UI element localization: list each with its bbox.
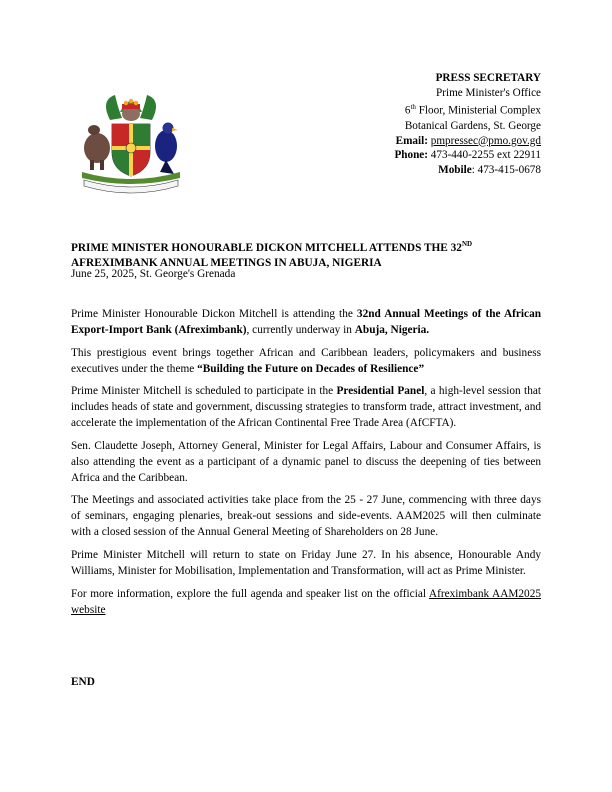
phone-number: 473-440-2255 ext 22911 [430, 149, 541, 162]
dateline: June 25, 2025, St. George's Grenada [71, 268, 236, 280]
p1-text-a: Prime Minister Honourable Dickon Mitchell is attending the [71, 308, 357, 320]
office-floor [394, 100, 541, 118]
press-secretary-title: PRESS SECRETARY [435, 72, 541, 84]
press-release-headline [71, 237, 551, 271]
p1-text-c: , currently underway in [246, 324, 355, 336]
p7-text-a: For more information, explore the full agenda and speaker list on the official [71, 587, 429, 600]
press-secretary-contact-block [394, 71, 541, 178]
end-marker: END [71, 676, 95, 688]
p3-text-c: , a high-level session that includes heads of state and government, discussing strategies to transform trade, attract investment, and accelerate the implementation of the African Continental Free Trade Area (AfCFTA). [71, 385, 541, 430]
mobile-label: Mobile [438, 163, 472, 176]
p1-bold-event: 32nd Annual Meetings of the African Export-Import Bank (Afreximbank) [71, 308, 541, 336]
email-link[interactable]: pmpressec@pmo.gov.gd [430, 134, 541, 147]
p3-bold-panel: Presidential Panel [336, 385, 425, 398]
phone-line [394, 148, 541, 163]
afreximbank-website-link[interactable]: Afreximbank AAM2025 website [71, 587, 542, 616]
paragraph-5: The Meetings and associated activities take place from the 25 - 27 June, commencing with three days of seminars, engaging plenaries, break-out sessions and side-events. AAM2025 will then culminate with a closed session of the Annual General Meeting of Shareholders on 28 June. [71, 494, 541, 539]
grenada-coat-of-arms-icon [70, 90, 192, 194]
paragraph-1 [71, 306, 541, 338]
press-release-body [71, 306, 541, 624]
p1-bold-location: Abuja, Nigeria. [354, 324, 430, 336]
paragraph-4: Sen. Claudette Joseph, Attorney General, Minister for Legal Affairs, Labour and Consumer Affairs, is also attending the event as a participant of a dynamic panel to discuss the deepening of ties between Africa and the Caribbean. [71, 439, 541, 484]
p3-text-a: Prime Minister Mitchell is scheduled to participate in the [71, 385, 337, 398]
mobile-number: : 473-415-0678 [471, 163, 541, 176]
floor-number: 6 [404, 105, 411, 118]
email-line [394, 134, 541, 149]
headline-line-2: AFREXIMBANK ANNUAL MEETINGS IN ABUJA, NIGERIA [71, 256, 382, 269]
headline-superscript: ND [461, 240, 473, 248]
office-address: Botanical Gardens, St. George [404, 119, 541, 132]
paragraph-7 [71, 586, 541, 618]
office-name: Prime Minister's Office [436, 86, 541, 99]
paragraph-2 [71, 345, 541, 377]
headline-text-1: PRIME MINISTER HONOURABLE DICKON MITCHELL ATTENDS THE 32 [71, 241, 462, 254]
p2-text-a: This prestigious event brings together African and Caribbean leaders, policymakers and business executives under the theme [71, 346, 541, 375]
floor-suffix: th [410, 103, 416, 112]
headline-line-1 [71, 237, 551, 256]
paragraph-3 [71, 383, 541, 431]
floor-rest: Floor, Ministerial Complex [415, 105, 541, 118]
phone-label: Phone: [394, 149, 431, 162]
p2-bold-theme: “Building the Future on Decades of Resilience” [197, 362, 425, 375]
paragraph-6: Prime Minister Mitchell will return to state on Friday June 27. In his absence, Honourable Andy Williams, Minister for Mobilisation, Implementation and Transformation, will act as Prime Minister. [71, 548, 541, 577]
mobile-line [394, 163, 541, 178]
email-label: Email: [395, 134, 431, 147]
